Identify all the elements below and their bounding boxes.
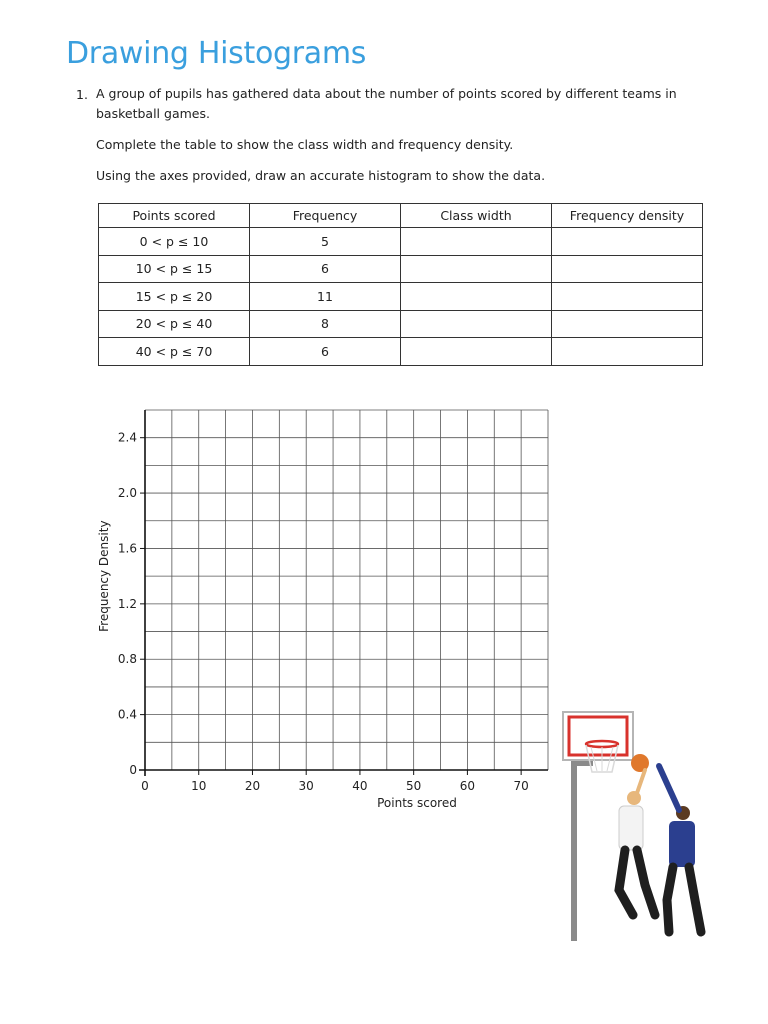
cell-frequency: 5 bbox=[250, 228, 401, 256]
y-tick-label: 1.2 bbox=[117, 596, 137, 611]
cell-frequency: 8 bbox=[250, 310, 401, 338]
x-tick-label: 20 bbox=[244, 779, 261, 793]
x-tick-label: 30 bbox=[298, 779, 314, 793]
basketball-players-illustration bbox=[555, 700, 715, 945]
cell-frequency: 6 bbox=[250, 338, 401, 366]
y-tick-label: 1.6 bbox=[117, 541, 137, 556]
y-tick-label: 0.8 bbox=[117, 652, 137, 667]
question-number: 1. bbox=[76, 87, 88, 102]
x-tick-label: 50 bbox=[406, 779, 422, 793]
hoop-post bbox=[571, 765, 577, 941]
question-instruction-table: Complete the table to show the class width and frequency density. bbox=[96, 137, 514, 152]
header-class-width: Class width bbox=[401, 204, 552, 228]
player2-arm bbox=[659, 766, 679, 810]
player2-shirt bbox=[669, 821, 695, 867]
backboard bbox=[563, 712, 633, 760]
x-tick-label: 40 bbox=[352, 779, 368, 793]
cell-points: 20 < p ≤ 40 bbox=[99, 310, 250, 338]
y-tick-label: 0 bbox=[129, 763, 137, 777]
grid-lines bbox=[145, 410, 548, 770]
y-axis-title: Frequency Density bbox=[97, 520, 111, 632]
player1-shirt bbox=[619, 806, 643, 850]
cell-points: 40 < p ≤ 70 bbox=[99, 338, 250, 366]
header-points-scored: Points scored bbox=[99, 204, 250, 228]
question-intro: A group of pupils has gathered data about the number of points scored by different teams in basketball games. bbox=[96, 86, 677, 121]
x-axis-title: Points scored bbox=[377, 796, 457, 810]
question-instruction-histogram: Using the axes provided, draw an accurate histogram to show the data. bbox=[96, 168, 546, 183]
header-frequency-density: Frequency density bbox=[552, 204, 703, 228]
cell-frequency: 11 bbox=[250, 283, 401, 311]
ticks bbox=[140, 438, 521, 775]
x-tick-label: 60 bbox=[459, 779, 476, 793]
player1-legs bbox=[619, 850, 655, 915]
y-tick-label: 0.4 bbox=[117, 707, 137, 722]
axes bbox=[139, 410, 548, 776]
page-title: Drawing Histograms bbox=[66, 36, 367, 71]
x-tick-label: 70 bbox=[513, 779, 529, 793]
cell-points: 0 < p ≤ 10 bbox=[99, 228, 250, 256]
x-tick-label: 0 bbox=[141, 779, 149, 793]
cell-points: 10 < p ≤ 15 bbox=[99, 255, 250, 283]
header-frequency: Frequency bbox=[250, 204, 401, 228]
cell-points: 15 < p ≤ 20 bbox=[99, 283, 250, 311]
player1-arm bbox=[637, 770, 645, 793]
y-tick-label: 2.4 bbox=[117, 430, 137, 445]
cell-frequency: 6 bbox=[250, 255, 401, 283]
x-tick-label: 10 bbox=[191, 779, 207, 793]
player2-legs bbox=[667, 867, 701, 932]
y-tick-label: 2.0 bbox=[117, 486, 137, 501]
